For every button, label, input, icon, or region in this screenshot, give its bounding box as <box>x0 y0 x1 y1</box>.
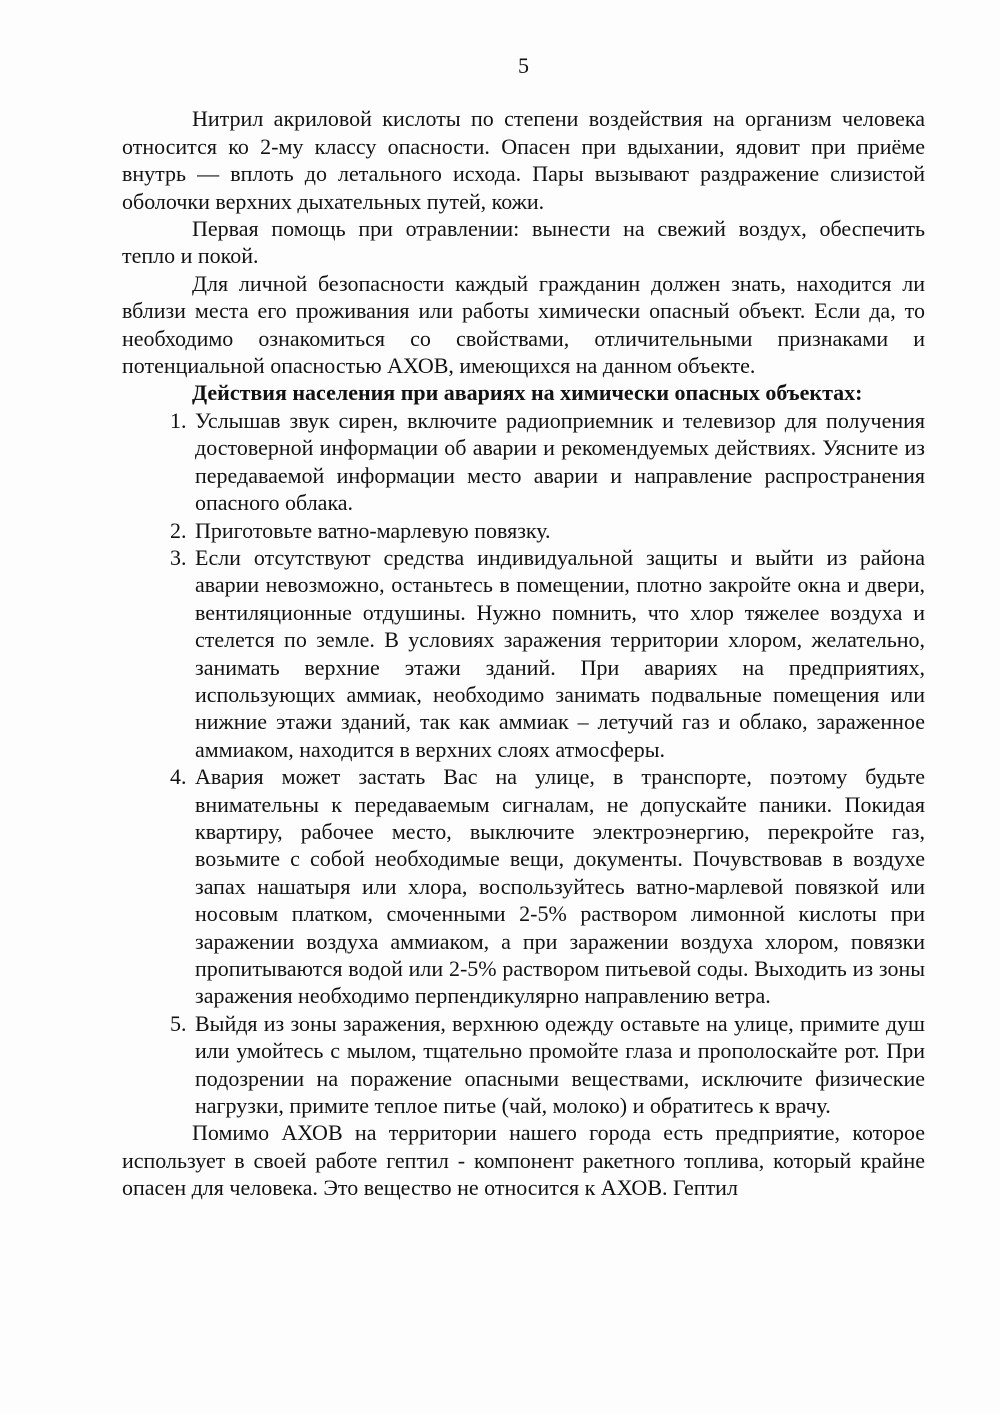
list-item-text: Услышав звук сирен, включите радиоприемник и телевизор для получения достоверной информации об аварии и рекомендуемых действиях. Уясните из передаваемой информации место аварии и направление распространения опасного облака. <box>195 407 925 516</box>
list-item-number: 1. <box>170 407 187 433</box>
list-item-text: Если отсутствуют средства индивидуальной защиты и выйти из района аварии невозможно, останьтесь в помещении, плотно закройте окна и двери, вентиляционные отдушины. Нужно помнить, что хлор тяжелее воздуха и стелется по земле. В условиях заражения территории хлором, желательно, занимать верхние этажи зданий. При авариях на предприятиях, использующих аммиак, необходимо занимать подвальные помещения или нижние этажи зданий, так как аммиак – летучий газ и облако, зараженное аммиаком, находится в верхних слоях атмосферы. <box>195 544 925 762</box>
numbered-list <box>122 407 925 1120</box>
list-item-number: 4. <box>170 764 187 790</box>
text-column <box>122 0 925 1202</box>
list-item-1 <box>122 407 925 517</box>
page-number: 5 <box>518 53 529 78</box>
list-item-number: 3. <box>170 544 187 570</box>
list-item-text: Выйдя из зоны заражения, верхнюю одежду оставьте на улице, примите душ или умойтесь с мылом, тщательно промойте глаза и прополоскайте рот. При подозрении на поражение опасными веществами, исключите физические нагрузки, примите теплое питье (чай, молоко) и обратитесь к врачу. <box>195 1010 925 1119</box>
paragraph-first-aid: Первая помощь при отравлении: вынести на свежий воздух, обеспечить тепло и покой. <box>122 216 925 269</box>
list-item-5 <box>122 1010 925 1120</box>
paragraph-nitril: Нитрил акриловой кислоты по степени воздействия на организм человека относится ко 2-му классу опасности. Опасен при вдыхании, ядовит при приёме внутрь — вплоть до летального исхода. Пары вызывают раздражение слизистой оболочки верхних дыхательных путей, кожи. <box>122 106 925 214</box>
list-item-text: Авария может застать Вас на улице, в транспорте, поэтому будьте внимательны к передаваемым сигналам, не допускайте паники. Покидая квартиру, рабочее место, выключите электроэнергию, перекройте газ, возьмите с собой необходимые вещи, документы. Почувствовав в воздухе запах нашатыря или хлора, воспользуйтесь ватно-марлевой повязкой или носовым платком, смоченными 2-5% раствором лимонной кислоты при заражении воздуха аммиаком, а при заражении воздуха хлором, повязки пропитываются водой или 2-5% раствором питьевой соды. Выходить из зоны заражения необходимо перпендикулярно направлению ветра. <box>195 764 925 1009</box>
list-item-2 <box>122 517 925 544</box>
list-item-number: 2. <box>170 517 187 543</box>
paragraph-personal-safety: Для личной безопасности каждый гражданин должен знать, находится ли вблизи места его проживания или работы химически опасный объект. Если да, то необходимо ознакомиться со свойствами, отличительными признаками и потенциальной опасностью АХОВ, имеющихся на данном объекте. <box>122 270 925 379</box>
list-item-text: Приготовьте ватно-марлевую повязку. <box>195 517 551 543</box>
document-body <box>122 105 925 1201</box>
section-heading: Действия населения при авариях на химически опасных объектах: <box>192 380 863 406</box>
list-item-4 <box>122 763 925 1010</box>
paragraph-geptil: Помимо АХОВ на территории нашего города есть предприятие, которое использует в своей работе гептил - компонент ракетного топлива, который крайне опасен для человека. Это вещество не относится к АХОВ. Гептил <box>122 1120 925 1201</box>
list-item-3 <box>122 544 925 763</box>
list-item-number: 5. <box>170 1010 187 1036</box>
